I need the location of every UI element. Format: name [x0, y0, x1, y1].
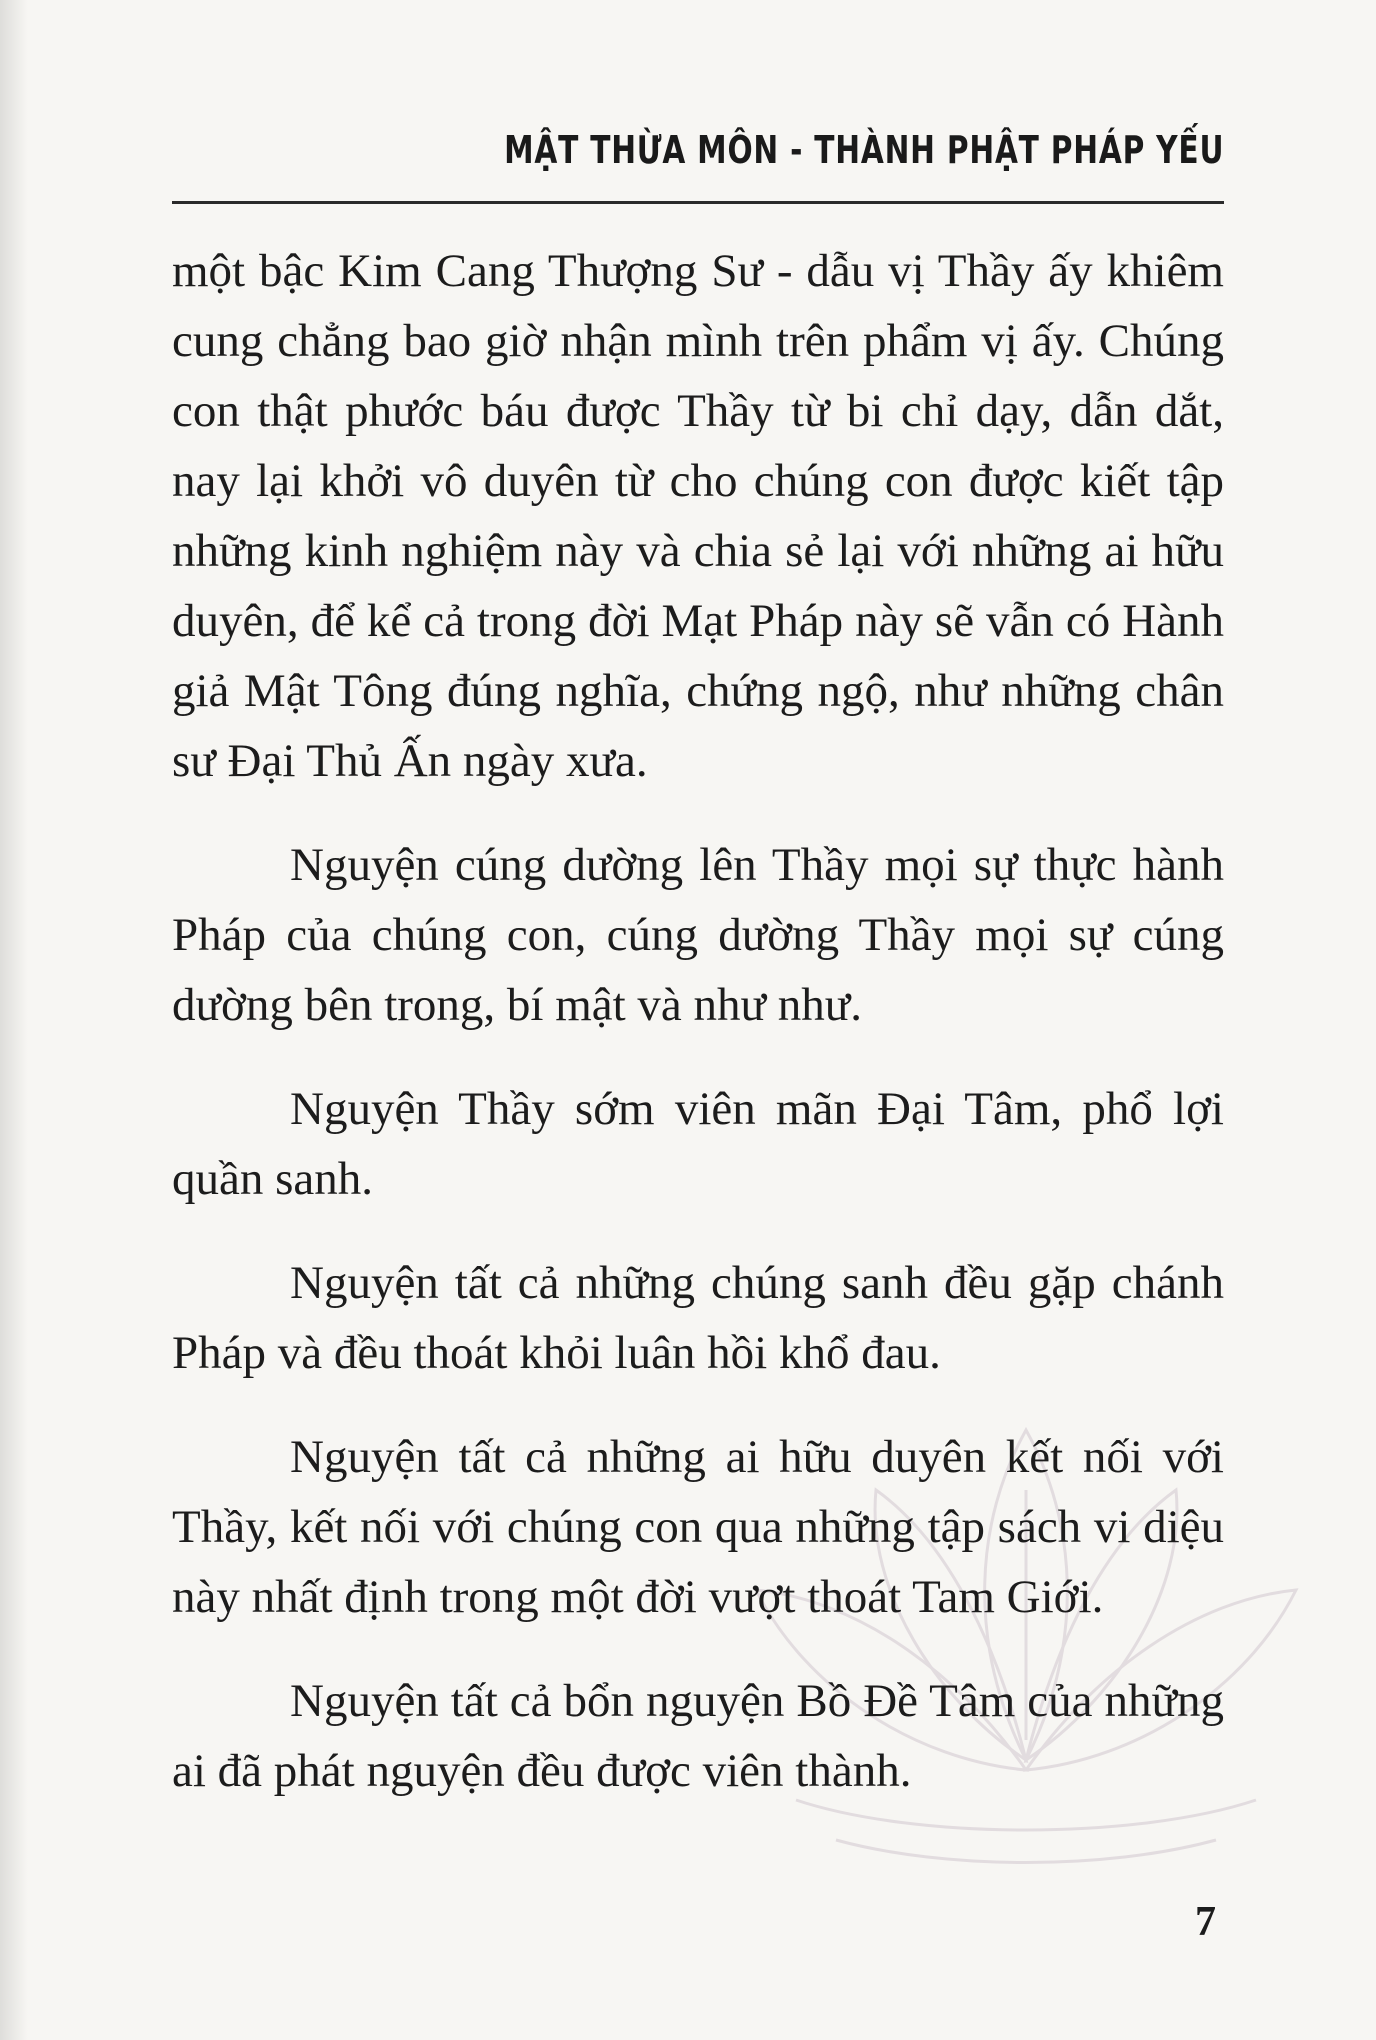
paragraph-5: Nguyện tất cả những ai hữu duyên kết nối với Thầy, kết nối với chúng con qua những tập sách vi diệu này nhất định trong một đời vượt thoát Tam Giới. [172, 1431, 1224, 1623]
paragraph-2: Nguyện cúng dường lên Thầy mọi sự thực hành Pháp của chúng con, cúng dường Thầy mọi sự cúng dường bên trong, bí mật và như như. [172, 839, 1224, 1031]
paragraph-4: Nguyện tất cả những chúng sanh đều gặp chánh Pháp và đều thoát khỏi luân hồi khổ đau. [172, 1257, 1224, 1379]
paragraph-3: Nguyện Thầy sớm viên mãn Đại Tâm, phổ lợi quần sanh. [172, 1083, 1224, 1205]
page-gutter-shadow [0, 0, 28, 2040]
paragraph-6: Nguyện tất cả bổn nguyện Bồ Đề Tâm của những ai đã phát nguyện đều được viên thành. [172, 1675, 1224, 1797]
page-number: 7 [1195, 1899, 1216, 1945]
header-rule [172, 201, 1224, 204]
body-text [172, 236, 1224, 1806]
running-header: MẬT THỪA MÔN - THÀNH PHẬT PHÁP YẾU [503, 128, 1224, 172]
paragraph-1: một bậc Kim Cang Thượng Sư - dẫu vị Thầy ấy khiêm cung chẳng bao giờ nhận mình trên phẩm vị ấy. Chúng con thật phước báu được Thầy từ bi chỉ dạy, dẫn dắt, nay lại khởi vô duyên từ cho chúng con được kiết tập những kinh nghiệm này và chia sẻ lại với những ai hữu duyên, để kể cả trong đời Mạt Pháp này sẽ vẫn có Hành giả Mật Tông đúng nghĩa, chứng ngộ, như những chân sư Đại Thủ Ấn ngày xưa. [172, 245, 1224, 787]
